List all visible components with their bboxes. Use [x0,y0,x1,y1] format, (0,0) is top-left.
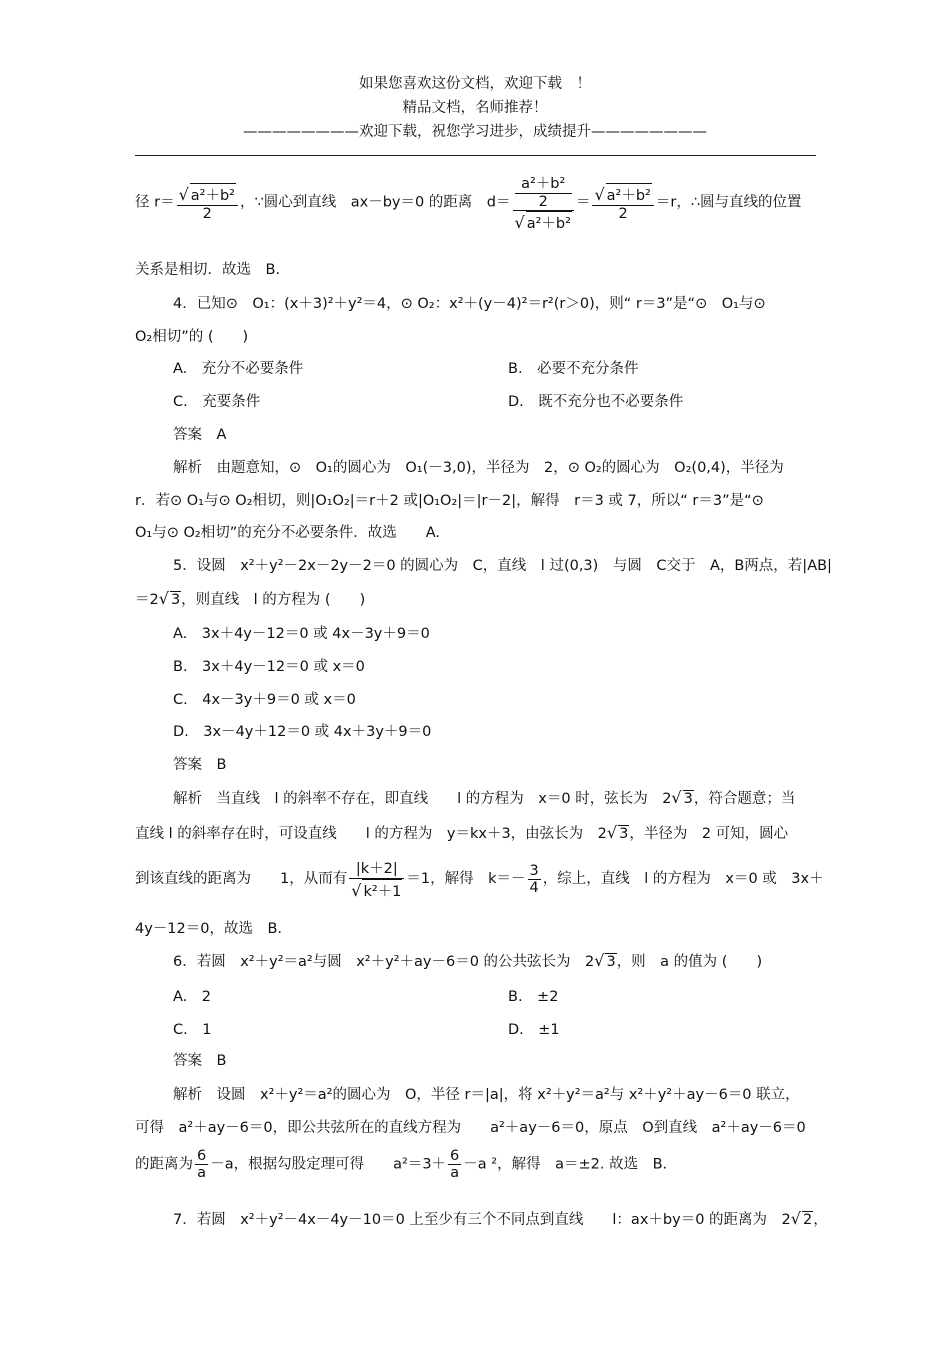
q7-stem: 7．若圆 x²＋y²－4x－4y－10＝0 上至少有三个不同点到直线 l：ax＋by＝0 的距离为 2√ 2， [173,1209,828,1228]
q4-stem-line-1: 4．已知⊙ O₁：(x＋3)²＋y²＝4，⊙ O₂：x²＋(y－4)²＝r²(r＞0)，则“ r＝3”是“⊙ O₁与⊙ [173,296,766,312]
q5-explanation-line-2: 直线 l 的斜率存在时，可设直线 l 的方程为 y＝kx＋3，由弦长为 2√ 3，半径为 2 可知，圆心 [135,823,789,842]
q5-explanation-line-4: 4y－12＝0，故选 B. [135,921,283,937]
q4-explanation-line-1: 解析 由题意知，⊙ O₁的圆心为 O₁(－3,0)，半径为 2，⊙ O₂的圆心为 O₂(0,4)，半径为 [173,460,784,476]
q6-answer: 答案 B [173,1053,227,1069]
q6-stem: 6．若圆 x²＋y²＝a²与圆 x²＋y²＋ay－6＝0 的公共弦长为 2√ 3，则 a 的值为 ( ) [173,951,763,970]
q5-stem-line-1: 5．设圆 x²＋y²－2x－2y－2＝0 的圆心为 C，直线 l 过(0,3) 与圆 C交于 A，B两点，若|AB| [173,558,832,574]
continuation-formula-line: 径 r＝ $\frac{\text{√ a²＋b²}}{2}$ ，∵圆心到直线 ax－by＝0 的距离 d＝ a²＋b² 2 √ a²＋b² ＝ $\frac{\text{√ a²＋b²}}{2}$ ＝r，∴圆与直线的位置 [135,172,802,233]
header-line-3: ————————欢迎下载，祝您学习进步，成绩提升———————— [243,124,707,140]
q4-explanation-line-2: r．若⊙ O₁与⊙ O₂相切，则|O₁O₂|＝r＋2 或|O₁O₂|＝|r－2|，解得 r＝3 或 7，所以“ r＝3”是“⊙ [135,493,764,509]
q5-answer: 答案 B [173,757,227,773]
q5-stem-line-2: ＝2√ 3，则直线 l 的方程为 ( ) [135,589,366,608]
q5-option-d: D. 3x－4y＋12＝0 或 4x＋3y＋9＝0 [173,724,432,740]
q5-option-a: A. 3x＋4y－12＝0 或 4x－3y＋9＝0 [173,626,430,642]
r-fraction: $\frac{\text{√ a²＋b²}}{2}$ [177,183,238,222]
q4-option-d: D. 既不充分也不必要条件 [508,394,684,410]
distance-text: ，∵圆心到直线 ax－by＝0 的距离 d＝ [240,194,511,211]
q4-option-b: B. 必要不充分条件 [508,361,639,377]
q6-explanation-line-1: 解析 设圆 x²＋y²＝a²的圆心为 O，半径 r＝|a|，将 x²＋y²＝a²与 x²＋y²＋ay－6＝0 联立， [173,1087,800,1103]
q5-explanation-line-3: 到该直线的距离为 1，从而有 $\frac{|k+2|}{\text{√ k²＋1}}$ ＝1，解得 k＝－ $\frac{3}{4}$ ，综上，直线 l 的方程为 x＝0 或 3x＋ [135,861,824,900]
q6-option-a: A. 2 [173,989,211,1005]
header-line-2: 精品文档，名师推荐！ [402,100,548,116]
header-divider [135,155,816,156]
continuation-line-2: 关系是相切．故选 B. [135,262,281,278]
q5-option-b: B. 3x＋4y－12＝0 或 x＝0 [173,659,365,675]
prefix-text: 径 r＝ [135,194,175,211]
q6-option-d: D. ±1 [508,1022,560,1038]
conclusion-text: ＝r，∴圆与直线的位置 [655,194,802,211]
q6-explanation-line-2: 可得 a²＋ay－6＝0，即公共弦所在的直线方程为 a²＋ay－6＝0，原点 O到直线 a²＋ay－6＝0 [135,1120,806,1136]
q6-explanation-line-3: 的距离为 $\frac{6}{a}$ －a，根据勾股定理可得 a²＝3＋ $\frac{6}{a}$ －a ²，解得 a＝±2. 故选 B. [135,1148,668,1181]
d-fraction: a²＋b² 2 √ a²＋b² [513,172,574,233]
q6-option-c: C. 1 [173,1022,212,1038]
q4-explanation-line-3: O₁与⊙ O₂相切”的充分不必要条件．故选 A. [135,525,440,541]
q4-option-a: A. 充分不必要条件 [173,361,304,377]
header-line-1: 如果您喜欢这份文档，欢迎下载 ！ [359,76,591,92]
q4-answer: 答案 A [173,427,227,443]
q6-option-b: B. ±2 [508,989,559,1005]
q5-option-c: C. 4x－3y＋9＝0 或 x＝0 [173,692,356,708]
q4-stem-line-2: O₂相切”的 ( ) [135,329,249,345]
q4-option-c: C. 充要条件 [173,394,261,410]
q5-explanation-line-1: 解析 当直线 l 的斜率不存在，即直线 l 的方程为 x＝0 时，弦长为 2√ 3，符合题意；当 [173,788,796,807]
r-fraction-2: $\frac{\text{√ a²＋b²}}{2}$ [592,183,653,222]
